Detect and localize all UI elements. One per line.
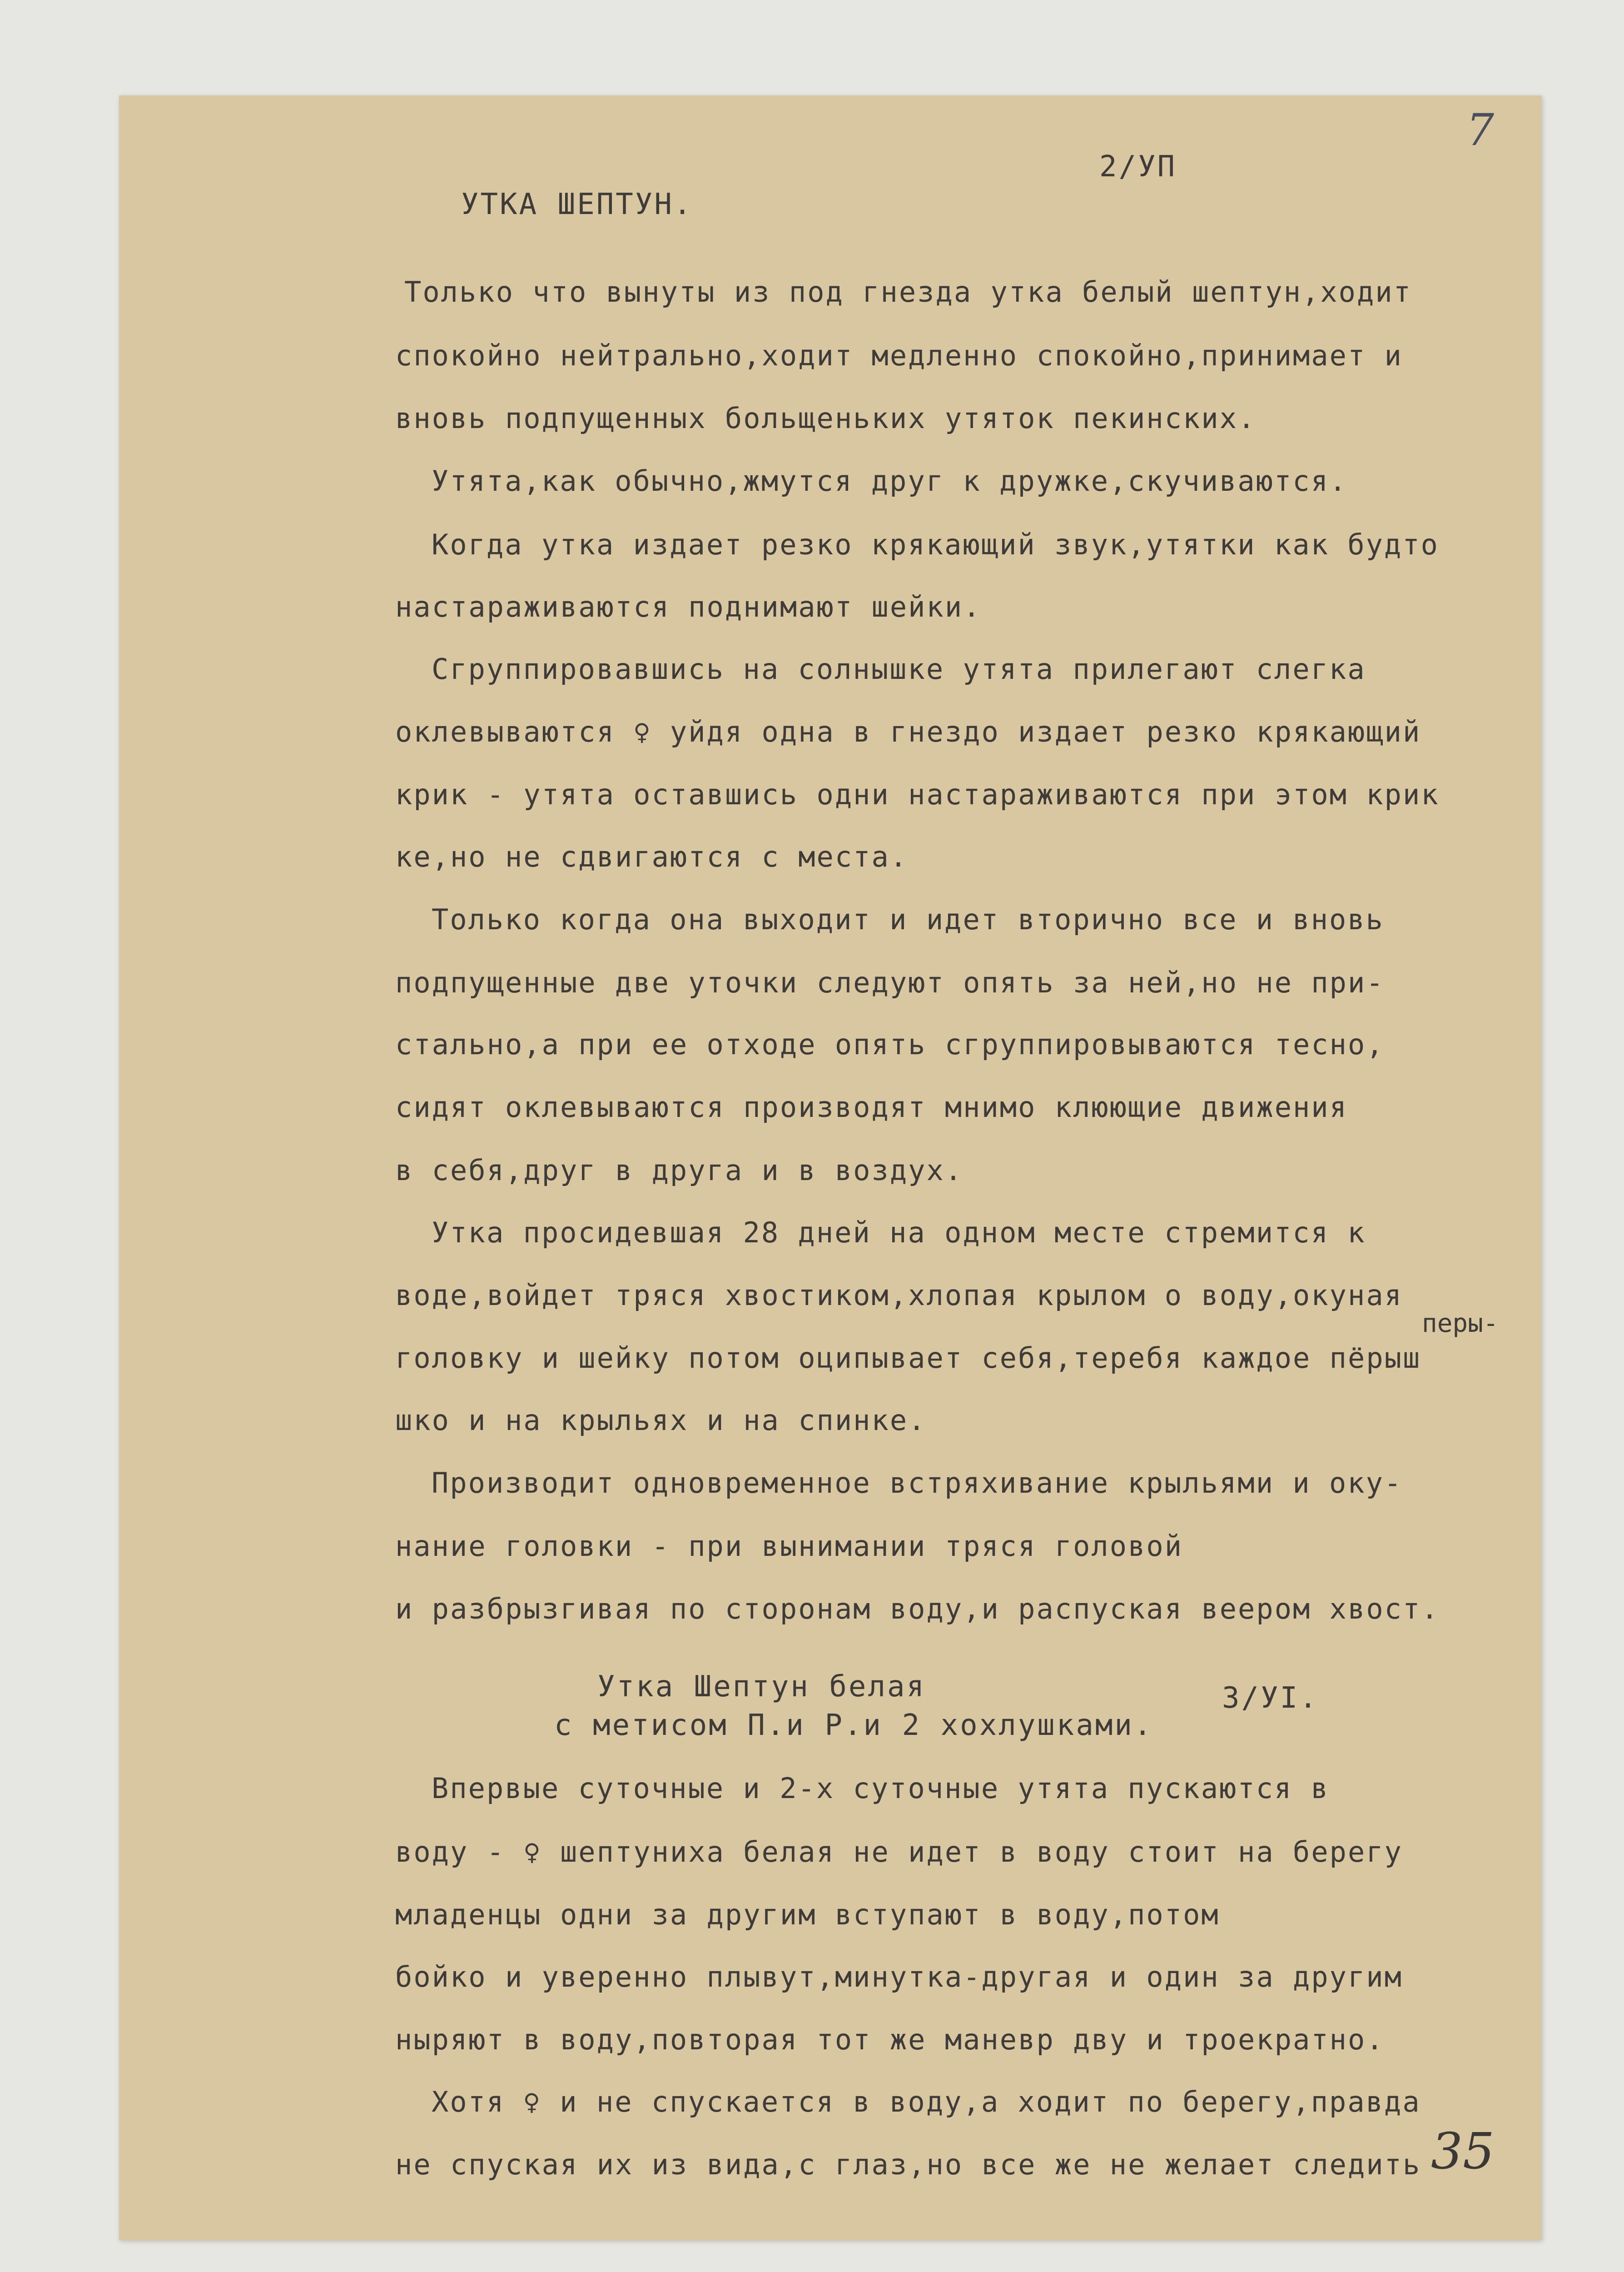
- text-line: воде,войдет тряся хвостиком,хлопая крылом о воду,окуная: [395, 1279, 1403, 1312]
- text-line: нание головки - при вынимании тряся головой: [395, 1530, 1183, 1563]
- text-line: настараживаются поднимают шейки.: [395, 590, 982, 623]
- text-line: сидят оклевываются производят мнимо клюющие движения: [395, 1091, 1348, 1124]
- text-line: младенцы одни за другим вступают в воду,потом: [395, 1898, 1220, 1931]
- text-line: крик - утята оставшись одни настараживаются при этом крик: [395, 778, 1440, 811]
- handwritten-insert: перы-: [1422, 1309, 1499, 1338]
- text-line: Производит одновременное встряхивание крыльями и оку-: [432, 1466, 1403, 1500]
- archive-folio-number: 7: [1466, 105, 1495, 155]
- text-line: Впервые суточные и 2-х суточные утята пускаются в: [432, 1772, 1330, 1805]
- text-line: Утка просидевшая 28 дней на одном месте стремится к: [432, 1216, 1366, 1249]
- text-line: в себя,друг в друга и в воздух.: [395, 1154, 963, 1187]
- text-line: головку и шейку потом оципывает себя,теребя каждое пёрыш: [395, 1341, 1421, 1375]
- text-line: бойко и уверенно плывут,минутка-другая и один за другим: [395, 1960, 1403, 1993]
- text-line: и разбрызгивая по сторонам воду,и распуская веером хвост.: [395, 1592, 1440, 1625]
- text-line: Утята,как обычно,жмутся друг к дружке,скучиваются.: [432, 464, 1348, 498]
- text-line: вновь подпущенных больщеньких утяток пекинских.: [395, 402, 1256, 435]
- text-line: воду - ♀ шептуниха белая не идет в воду стоит на берегу: [395, 1835, 1403, 1868]
- page-number: 2/УП: [1099, 150, 1177, 184]
- archive-page-number: 35: [1431, 2122, 1495, 2180]
- text-line: спокойно нейтрально,ходит медленно спокойно,принимает и: [395, 339, 1403, 372]
- text-line: Сгруппировавшись на солнышке утята прилегают слегка: [432, 653, 1366, 686]
- text-line: ке,но не сдвигаются с места.: [395, 840, 909, 873]
- section-title: УТКА ШЕПТУН.: [461, 188, 693, 221]
- section-page-number: 3/УI.: [1222, 1681, 1319, 1715]
- section-heading-line1: Утка Шептун белая: [597, 1670, 926, 1704]
- text-line: Только когда она выходит и идет вторично все и вновь: [432, 903, 1385, 936]
- text-line: Только что вынуты из под гнезда утка белый шептун,ходит: [404, 275, 1412, 309]
- text-line: оклевываются ♀ уйдя одна в гнездо издает резко крякающий: [395, 715, 1421, 748]
- section-heading-line2: с метисом П.и Р.и 2 хохлушками.: [554, 1709, 1153, 1742]
- text-line: подпущенные две уточки следуют опять за ней,но не при-: [395, 966, 1385, 999]
- text-line: стально,а при ее отходе опять сгруппировываются тесно,: [395, 1028, 1385, 1061]
- text-line: шко и на крыльях и на спинке.: [395, 1404, 927, 1437]
- text-line: не спуская их из вида,с глаз,но все же не желает следить: [395, 2148, 1421, 2181]
- text-line: ныряют в воду,повторая тот же маневр дву и троекратно.: [395, 2023, 1385, 2056]
- text-line: Когда утка издает резко крякающий звук,утятки как будто: [432, 528, 1439, 561]
- text-line: Хотя ♀ и не спускается в воду,а ходит по берегу,правда: [432, 2085, 1421, 2118]
